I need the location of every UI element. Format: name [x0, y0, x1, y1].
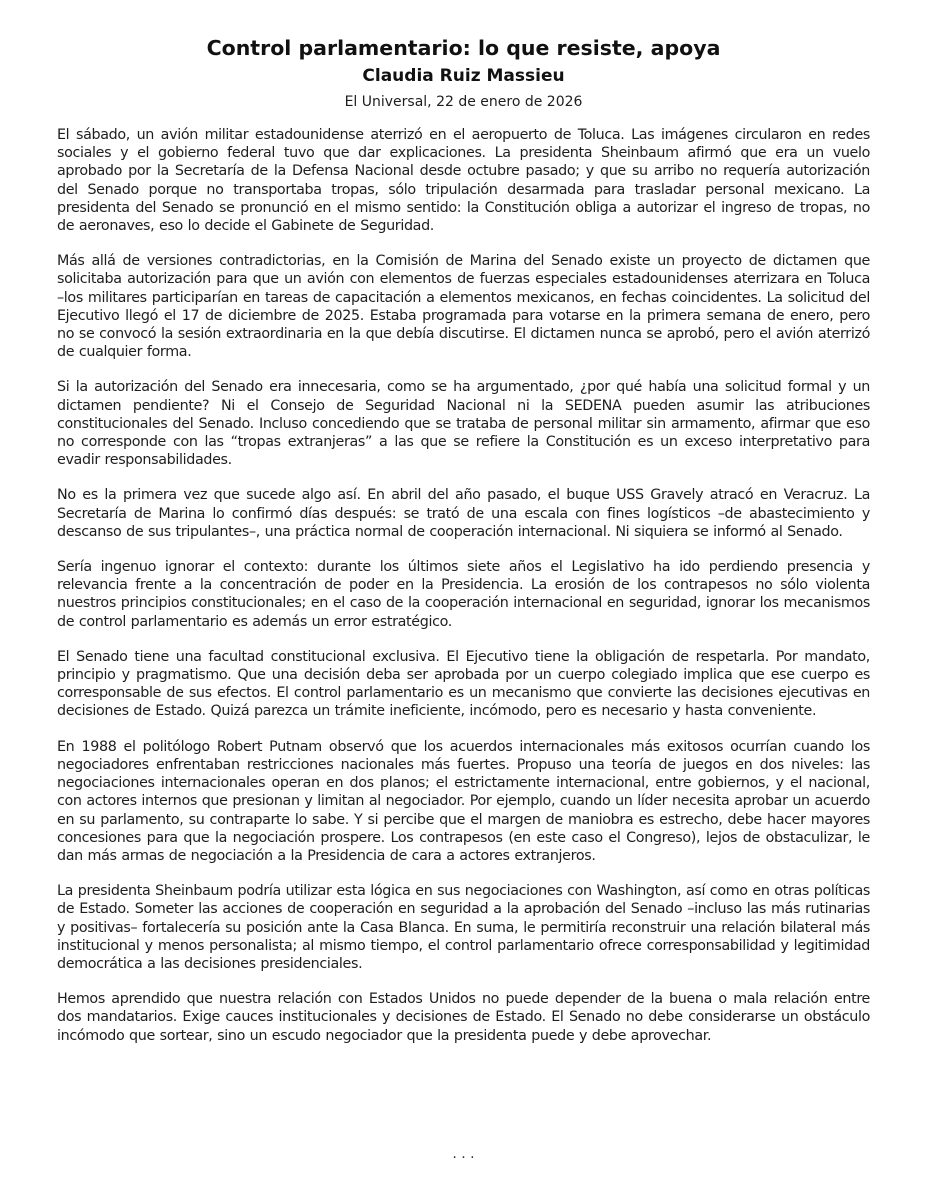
- article-title: Control parlamentario: lo que resiste, apoya: [206, 36, 721, 60]
- article-author: Claudia Ruiz Massieu: [362, 66, 565, 86]
- paragraph-3: Si la autorización del Senado era innecesaria, como se ha argumentado, ¿por qué había una solicitud formal y un dictamen pendiente? Ni el Consejo de Seguridad Nacional ni la SEDENA pueden asumir las atribuciones constitucionales del Senado. Incluso concediendo que se trataba de personal militar sin armamento, afirmar que eso no corresponde con las “tropas extranjeras” a las que se refiere la Constitución es un exceso interpretativo para evadir responsabilidades.: [57, 379, 870, 469]
- paragraph-6: El Senado tiene una facultad constitucional exclusiva. El Ejecutivo tiene la obligación de respetarla. Por mandato, principio y pragmatismo. Que una decisión deba ser aprobada por un cuerpo colegiado implica que ese cuerpo es corresponsable de sus efectos. El control parlamentario es un mecanismo que convierte las decisiones ejecutivas en decisiones de Estado. Quizá parezca un trámite ineficiente, incómodo, pero es necesario y hasta conveniente.: [57, 648, 870, 720]
- paragraph-4: No es la primera vez que sucede algo así. En abril del año pasado, el buque USS Gravely atracó en Veracruz. La Secretaría de Marina lo confirmó días después: se trató de una escala con fines logísticos –de abastecimiento y descanso de sus tripulantes–, una práctica normal de cooperación internacional. Ni siquiera se informó al Senado.: [57, 487, 870, 540]
- article-body: [57, 126, 870, 1045]
- paragraph-2: Más allá de versiones contradictorias, en la Comisión de Marina del Senado existe un proyecto de dictamen que solicitaba autorización para que un avión con elementos de fuerzas especiales estadounidenses aterrizara en Toluca –los militares participarían en tareas de capacitación a elementos mexicanos, en fechas coincidentes. La solicitud del Ejecutivo llegó el 17 de diciembre de 2025. Estaba programada para votarse en la primera semana de enero, pero no se convocó la sesión extraordinaria en la que debía discutirse. El dictamen nunca se aprobó, pero el avión aterrizó de cualquier forma.: [57, 253, 870, 361]
- paragraph-8: La presidenta Sheinbaum podría utilizar esta lógica en sus negociaciones con Washington, así como en otras políticas de Estado. Someter las acciones de cooperación en seguridad a la aprobación del Senado –incluso las más rutinarias y positivas– fortalecería su posición ante la Casa Blanca. En suma, le permitiría reconstruir una relación bilateral más institucional y menos personalista; al mismo tiempo, el control parlamentario ofrece corresponsabilidad y legitimidad democrática a las decisiones presidenciales.: [57, 883, 870, 972]
- paragraph-1: El sábado, un avión militar estadounidense aterrizó en el aeropuerto de Toluca. Las imágenes circularon en redes sociales y el gobierno federal tuvo que dar explicaciones. La presidenta Sheinbaum afirmó que era un vuelo aprobado por la Secretaría de la Defensa Nacional desde octubre pasado; y que su arribo no requería autorización del Senado porque no transportaba tropas, sólo tripulación desarmada para trasladar personal mexicano. La presidenta del Senado se pronunció en el mismo sentido: la Constitución obliga a autorizar el ingreso de tropas, no de aeronaves, eso lo decide el Gabinete de Seguridad.: [57, 127, 870, 235]
- paragraph-9: Hemos aprendido que nuestra relación con Estados Unidos no puede depender de la buena o mala relación entre dos mandatarios. Exige cauces institucionales y decisiones de Estado. El Senado no debe considerarse un obstáculo incómodo que sortear, sino un escudo negociador que la presidenta puede y debe aprovechar.: [57, 991, 870, 1044]
- article-header: [57, 34, 870, 112]
- continuation-ellipsis: . . .: [452, 1146, 475, 1162]
- article-source-date: El Universal, 22 de enero de 2026: [344, 94, 583, 110]
- paragraph-7: En 1988 el politólogo Robert Putnam observó que los acuerdos internacionales más exitosos ocurrían cuando los negociadores enfrentaban restricciones nacionales más fuertes. Propuso una teoría de juegos en dos niveles: las negociaciones internacionales operan en dos planos; el estrictamente internacional, entre gobiernos, y el nacional, con actores internos que presionan y limitan al negociador. Por ejemplo, cuando un líder necesita aprobar un acuerdo en su parlamento, su contraparte lo sabe. Y si percibe que el margen de maniobra es estrecho, debe hacer mayores concesiones para que la negociación prospere. Los contrapesos (en este caso el Congreso), lejos de obstaculizar, le dan más armas de negociación a la Presidencia de cara a actores extranjeros.: [57, 738, 870, 864]
- paragraph-5: Sería ingenuo ignorar el contexto: durante los últimos siete años el Legislativo ha ido perdiendo presencia y relevancia frente a la concentración de poder en la Presidencia. La erosión de los contrapesos no sólo violenta nuestros principios constitucionales; en el caso de la cooperación internacional en seguridad, ignorar los mecanismos de control parlamentario es además un error estratégico.: [57, 559, 870, 630]
